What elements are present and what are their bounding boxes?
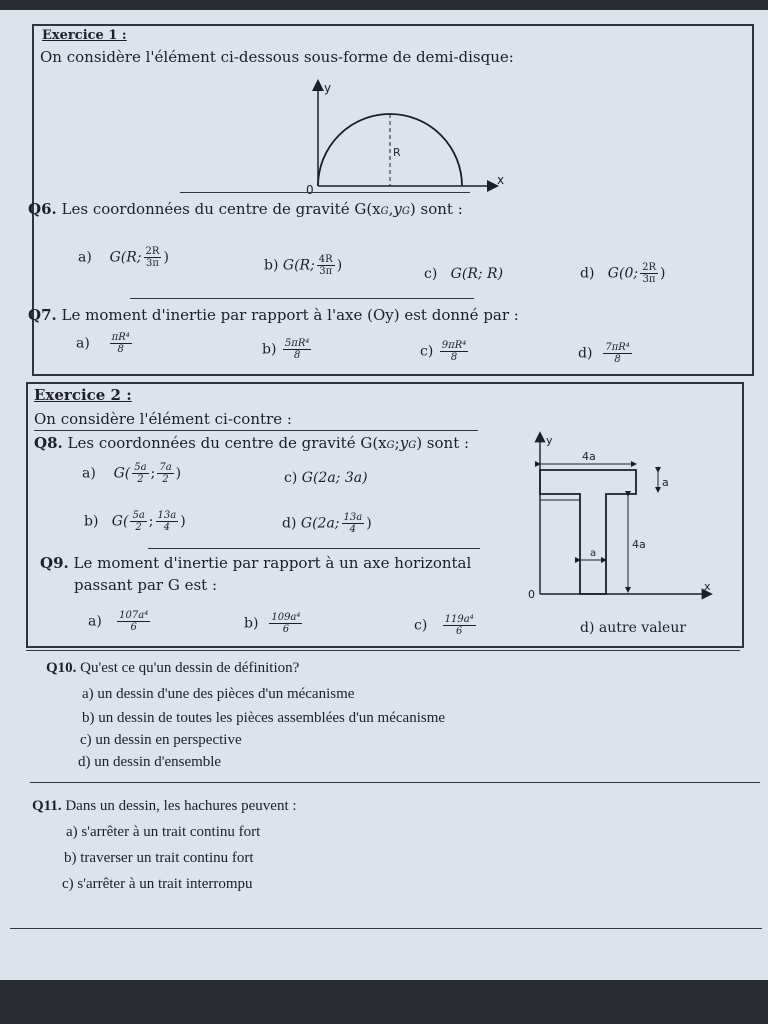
exercise-2-intro: On considère l'élément ci-contre : <box>34 410 292 428</box>
q6-option-a[interactable]: a) G(R; $\frac{2R}{3\pi}$ ) <box>78 246 169 269</box>
q6-text-end: ) sont : <box>409 200 463 218</box>
t-dim-flange: a <box>662 476 669 489</box>
q9-option-a[interactable]: a) $\frac{\text{107a⁴}}{6}$ <box>88 610 149 633</box>
q11-text: Dans un dessin, les hachures peuvent : <box>65 798 297 814</box>
q11-option-b[interactable]: b) traverser un trait continu fort <box>64 850 254 866</box>
half-disc-axis-y: y <box>324 81 332 95</box>
q8-option-b[interactable]: b) G( $\frac{5a}{2}$ ; $\frac{13a}{4}$ ) <box>84 510 186 533</box>
q10-option-c[interactable]: c) un dessin en perspective <box>80 732 242 748</box>
q7-option-c[interactable]: c) $\frac{\text{9πR⁴}}{8}$ <box>420 340 467 363</box>
q11-option-c[interactable]: c) s'arrêter à un trait interrompu <box>62 876 253 892</box>
q11-option-a[interactable]: a) s'arrêter à un trait continu fort <box>66 824 261 840</box>
q6-question: Q6. Les coordonnées du centre de gravité G(xG,yG) sont : <box>28 200 463 218</box>
exercise-2-bottom-rule <box>26 650 740 651</box>
q10-option-a[interactable]: a) un dessin d'une des pièces d'un mécanisme <box>82 686 355 702</box>
half-disc-figure <box>300 74 510 204</box>
q6-option-c[interactable]: c) G(R; R) <box>424 266 504 282</box>
exercise-2-intro-rule <box>34 430 478 431</box>
exercise-1-intro: On considère l'élément ci-dessous sous-forme de demi-disque: <box>40 48 514 66</box>
q7-option-a[interactable]: a) $\frac{\text{πR⁴}}{8}$ <box>76 332 130 355</box>
t-dim-top: 4a <box>582 450 596 463</box>
q7-number: Q7. <box>28 306 57 324</box>
q9-top-rule <box>148 548 480 549</box>
q10-number: Q10. <box>46 660 77 676</box>
q9-text: Le moment d'inertie par rapport à un axe horizontal <box>73 554 472 572</box>
q11-number: Q11. <box>32 798 62 814</box>
q8-text-end: ) sont : <box>416 434 470 452</box>
q6-number: Q6. <box>28 200 57 218</box>
q10-option-d[interactable]: d) un dessin d'ensemble <box>78 754 222 770</box>
t-axis-x: x <box>704 580 711 593</box>
t-dim-web: a <box>590 548 597 559</box>
q11-question <box>32 798 297 815</box>
half-disc-axis-x: x <box>497 173 505 187</box>
q6-top-rule <box>180 192 470 193</box>
q10-bottom-rule <box>30 782 760 783</box>
q8-option-d[interactable]: d) G(2a; $\frac{13a}{4}$ ) <box>282 512 372 535</box>
q8-text: Les coordonnées du centre de gravité G(x <box>67 434 387 452</box>
q7-top-rule <box>130 298 474 299</box>
q9-number: Q9. <box>40 554 69 572</box>
exam-sheet <box>0 10 768 980</box>
half-disc-radius-label: R <box>393 146 401 159</box>
exercise-2-title: Exercice 2 : <box>34 386 132 404</box>
q8-option-c[interactable]: c) G(2a; 3a) <box>284 470 368 486</box>
half-disc-origin: 0 <box>306 183 314 197</box>
q8-question: Q8. Les coordonnées du centre de gravité G(xG;yG) sont : <box>34 434 470 452</box>
exercise-1-title: Exercice 1 : <box>42 28 127 43</box>
q10-option-b[interactable]: b) un dessin de toutes les pièces assemblées d'un mécanisme <box>82 710 446 726</box>
q8-option-a[interactable]: a) G( $\frac{5a}{2}$ ; $\frac{7a}{2}$ ) <box>82 462 182 485</box>
q11-bottom-rule <box>10 928 762 929</box>
q8-number: Q8. <box>34 434 63 452</box>
t-section-shape <box>540 470 636 594</box>
q10-text: Qu'est ce qu'un dessin de définition? <box>80 660 300 676</box>
q6-option-b[interactable]: b) G(R; $\frac{4R}{3\pi}$ ) <box>264 254 343 277</box>
t-section-figure <box>518 426 718 606</box>
q9-text-line-2: passant par G est : <box>74 576 217 594</box>
t-axis-y: y <box>546 434 553 447</box>
t-origin: 0 <box>528 588 535 601</box>
q7-option-d[interactable]: d) $\frac{\text{7πR⁴}}{8}$ <box>578 342 630 365</box>
q9-option-d[interactable]: d) autre valeur <box>580 620 687 636</box>
q6-option-d[interactable]: d) G(0; $\frac{2R}{3\pi}$ ) <box>580 262 666 285</box>
q9-option-c[interactable]: c) $\frac{\text{119a⁴}}{6}$ <box>414 614 474 637</box>
q7-question <box>28 306 519 324</box>
q7-option-b[interactable]: b) $\frac{\text{5πR⁴}}{8}$ <box>262 338 310 361</box>
q7-text: Le moment d'inertie par rapport à l'axe (Oy) est donné par : <box>61 306 519 324</box>
t-dim-height: 4a <box>632 538 646 551</box>
q10-question <box>46 660 299 677</box>
q9-option-b[interactable]: b) $\frac{\text{109a⁴}}{6}$ <box>244 612 301 635</box>
q6-text: Les coordonnées du centre de gravité G(x <box>61 200 381 218</box>
q9-question <box>40 554 471 572</box>
